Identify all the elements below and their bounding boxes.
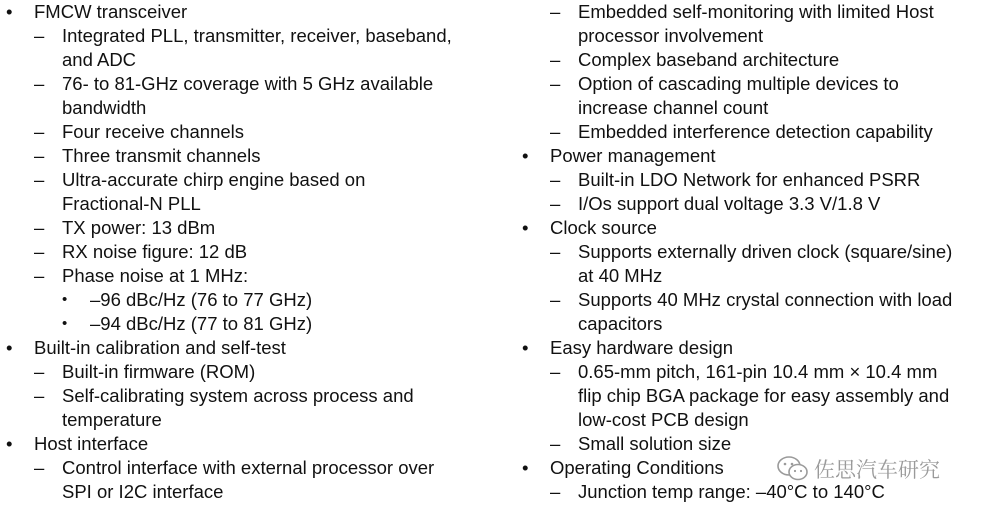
list-item-text: 0.65-mm pitch, 161-pin 10.4 mm × 10.4 mm: [578, 361, 938, 382]
list-item-text: increase channel count: [578, 97, 769, 118]
list-item-text: FMCW transceiver: [34, 1, 188, 22]
list-item-text: Power management: [550, 145, 716, 166]
list-item-text: Built-in firmware (ROM): [62, 361, 256, 382]
bullet-marker: –: [34, 361, 45, 382]
list-item-text: –96 dBc/Hz (76 to 77 GHz): [90, 289, 313, 310]
right-item-10-line-0: [516, 336, 1000, 360]
list-item-text: Small solution size: [578, 433, 732, 454]
right-item-12-line-0: [516, 432, 1000, 456]
list-item-text: Embedded self-monitoring with limited Host: [578, 1, 934, 22]
bullet-marker: •: [522, 217, 529, 238]
right-item-5-line-0: [516, 168, 1000, 192]
right-item-6-line-0: [516, 192, 1000, 216]
bullet-marker: –: [34, 241, 45, 262]
right-item-11-line-0: [516, 360, 1000, 384]
left-item-0-line-0: [0, 0, 500, 24]
right-item-11-line-2: [516, 408, 1000, 432]
right-item-0-line-1: [516, 24, 1000, 48]
list-item-text: Built-in LDO Network for enhanced PSRR: [578, 169, 921, 190]
list-item-text: and ADC: [62, 49, 137, 70]
left-item-3-line-0: [0, 120, 500, 144]
left-item-7-line-0: [0, 240, 500, 264]
bullet-marker: –: [34, 169, 45, 190]
list-item-text: Supports 40 MHz crystal connection with load: [578, 289, 953, 310]
left-item-9-line-0: [0, 288, 500, 312]
left-item-15-line-0: [0, 456, 500, 480]
list-item-text: Host interface: [34, 433, 149, 454]
bullet-marker: –: [34, 385, 45, 406]
bullet-marker: •: [62, 315, 68, 332]
list-item-text: I/Os support dual voltage 3.3 V/1.8 V: [578, 193, 881, 214]
list-item-text: Embedded interference detection capability: [578, 121, 933, 142]
right-item-9-line-0: [516, 288, 1000, 312]
list-item-text: Easy hardware design: [550, 337, 734, 358]
list-item-text: Integrated PLL, transmitter, receiver, baseband,: [62, 25, 452, 46]
list-item-text: Operating Conditions: [550, 457, 724, 478]
bullet-marker: –: [550, 1, 561, 22]
bullet-marker: –: [550, 361, 561, 382]
right-item-9-line-1: [516, 312, 1000, 336]
list-item-text: Phase noise at 1 MHz:: [62, 265, 249, 286]
left-item-4-line-0: [0, 144, 500, 168]
right-item-8-line-1: [516, 264, 1000, 288]
bullet-marker: –: [550, 49, 561, 70]
list-item-text: low-cost PCB design: [578, 409, 749, 430]
bullet-marker: –: [550, 481, 561, 502]
left-item-13-line-0: [0, 384, 500, 408]
bullet-marker: –: [550, 193, 561, 214]
right-item-11-line-1: [516, 384, 1000, 408]
right-item-2-line-0: [516, 72, 1000, 96]
right-item-7-line-0: [516, 216, 1000, 240]
bullet-marker: –: [550, 121, 561, 142]
list-item-text: Control interface with external processor over: [62, 457, 435, 478]
bullet-marker: –: [34, 457, 45, 478]
list-item-text: capacitors: [578, 313, 663, 334]
bullet-marker: –: [550, 169, 561, 190]
list-item-text: Three transmit channels: [62, 145, 261, 166]
list-item-text: RX noise figure: 12 dB: [62, 241, 248, 262]
list-item-text: processor involvement: [578, 25, 764, 46]
bullet-marker: •: [522, 457, 529, 478]
left-item-2-line-1: [0, 96, 500, 120]
bullet-marker: –: [34, 265, 45, 286]
left-item-5-line-1: [0, 192, 500, 216]
watermark: [776, 454, 940, 484]
right-item-3-line-0: [516, 120, 1000, 144]
bullet-marker: –: [34, 145, 45, 166]
bullet-marker: –: [550, 433, 561, 454]
bullet-marker: •: [62, 291, 68, 308]
bullet-marker: –: [34, 121, 45, 142]
list-item-text: Fractional-N PLL: [62, 193, 201, 214]
list-item-text: Junction temp range: –40°C to 140°C: [578, 481, 885, 502]
left-item-1-line-1: [0, 48, 500, 72]
right-item-8-line-0: [516, 240, 1000, 264]
list-item-text: Built-in calibration and self-test: [34, 337, 286, 358]
bullet-marker: –: [550, 289, 561, 310]
list-item-text: 76- to 81-GHz coverage with 5 GHz available: [62, 73, 434, 94]
list-item-text: SPI or I2C interface: [62, 481, 224, 502]
bullet-marker: •: [6, 337, 13, 358]
left-item-12-line-0: [0, 360, 500, 384]
bullet-marker: •: [6, 433, 13, 454]
left-column: [0, 0, 500, 504]
list-item-text: temperature: [62, 409, 162, 430]
left-item-14-line-0: [0, 432, 500, 456]
left-item-10-line-0: [0, 312, 500, 336]
right-column: [516, 0, 1000, 504]
watermark-text: 佐思汽车研究: [814, 458, 940, 482]
left-item-8-line-0: [0, 264, 500, 288]
list-item-text: bandwidth: [62, 97, 147, 118]
list-item-text: flip chip BGA package for easy assembly and: [578, 385, 950, 406]
left-item-2-line-0: [0, 72, 500, 96]
left-item-15-line-1: [0, 480, 500, 504]
list-item-text: –94 dBc/Hz (77 to 81 GHz): [90, 313, 313, 334]
bullet-marker: •: [6, 1, 13, 22]
right-item-1-line-0: [516, 48, 1000, 72]
list-item-text: Complex baseband architecture: [578, 49, 840, 70]
bullet-marker: •: [522, 145, 529, 166]
list-item-text: Clock source: [550, 217, 657, 238]
bullet-marker: –: [550, 241, 561, 262]
list-item-text: Supports externally driven clock (square/sine): [578, 241, 953, 262]
list-item-text: Ultra-accurate chirp engine based on: [62, 169, 366, 190]
list-item-text: Option of cascading multiple devices to: [578, 73, 899, 94]
bullet-marker: –: [550, 73, 561, 94]
left-item-6-line-0: [0, 216, 500, 240]
wechat-icon: [776, 455, 810, 483]
list-item-text: TX power: 13 dBm: [62, 217, 216, 238]
left-item-5-line-0: [0, 168, 500, 192]
right-item-0-line-0: [516, 0, 1000, 24]
list-item-text: at 40 MHz: [578, 265, 663, 286]
left-item-11-line-0: [0, 336, 500, 360]
list-item-text: Four receive channels: [62, 121, 245, 142]
bullet-marker: –: [34, 217, 45, 238]
bullet-marker: –: [34, 25, 45, 46]
left-item-13-line-1: [0, 408, 500, 432]
right-item-4-line-0: [516, 144, 1000, 168]
bullet-marker: –: [34, 73, 45, 94]
bullet-marker: •: [522, 337, 529, 358]
left-item-1-line-0: [0, 24, 500, 48]
right-item-2-line-1: [516, 96, 1000, 120]
list-item-text: Self-calibrating system across process and: [62, 385, 414, 406]
